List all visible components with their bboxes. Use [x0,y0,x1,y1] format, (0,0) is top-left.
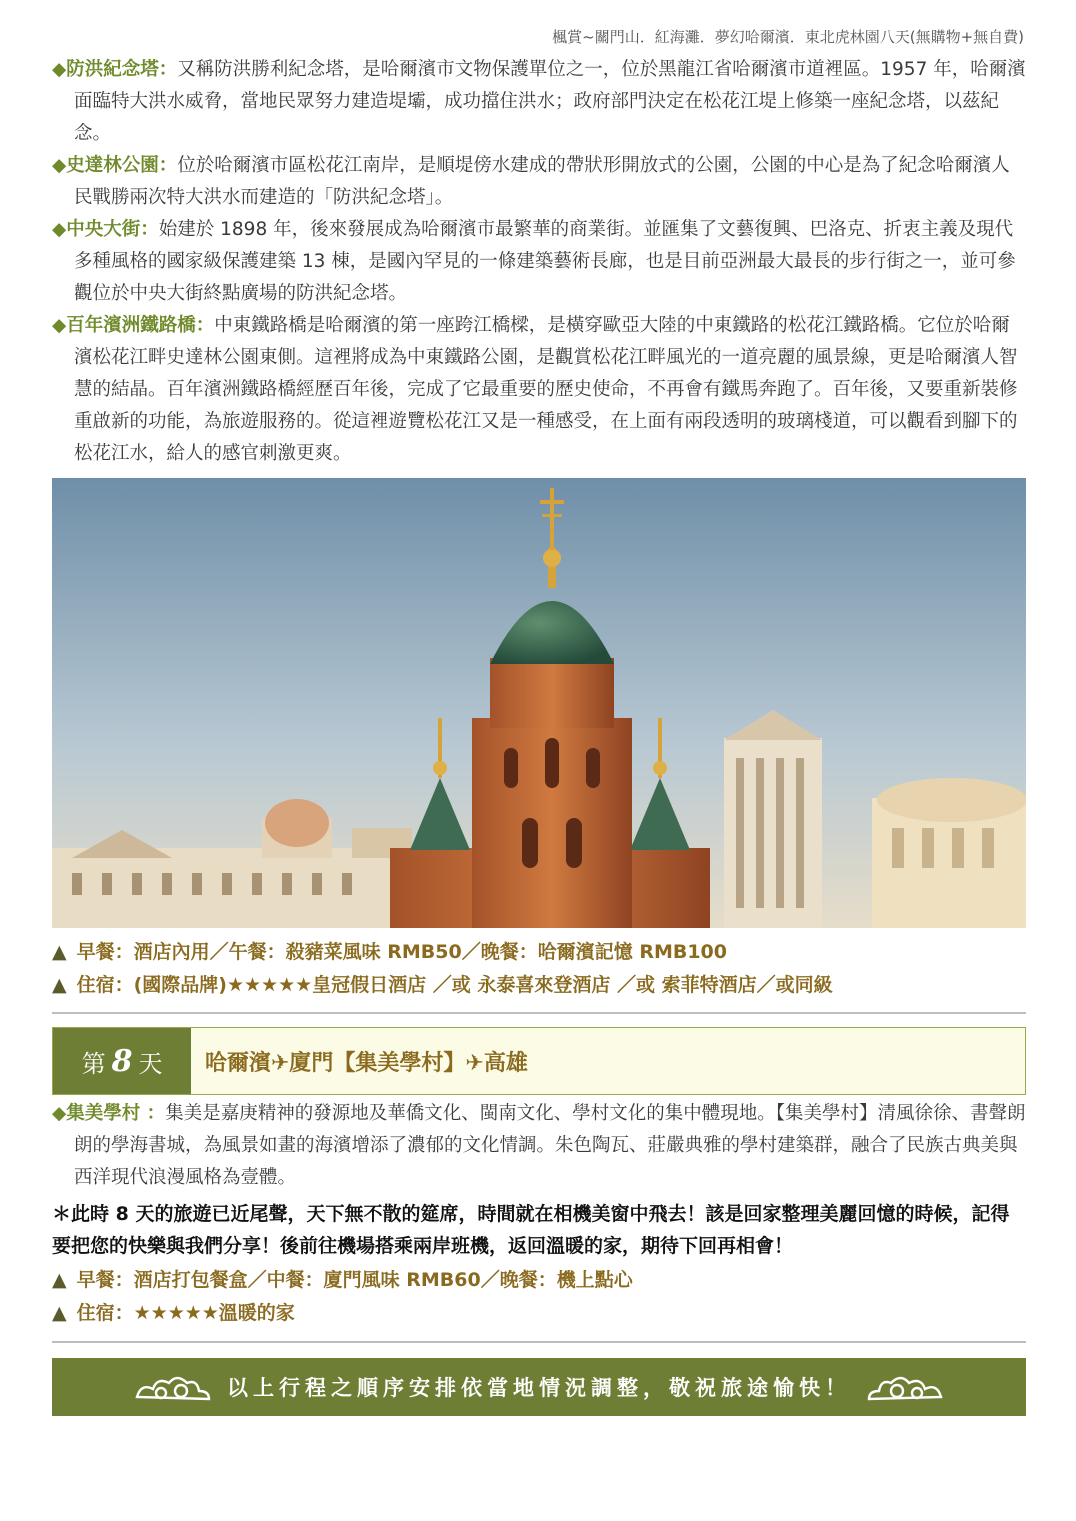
day7-meals-text: 早餐：酒店內用／午餐：殺豬菜風味 RMB50／晚餐：哈爾濱記憶 RMB100 [76,941,727,963]
tour-title-header: 楓賞~關門山．紅海灘．夢幻哈爾濱．東北虎林園八天(無購物+無自費) [552,28,1024,46]
attraction-text: 中東鐵路橋是哈爾濱的第一座跨江橋樑，是橫穿歐亞大陸的中東鐵路的松花江鐵路橋。它位於哈爾濱松花江畔史達林公園東側。這裡將成為中東鐵路公園，是觀賞松花江畔風光的一道亮麗的風景線，更是哈爾濱人智慧的結晶。百年濱洲鐵路橋經歷百年後，完成了它最重要的歷史使命，不再會有鐵馬奔跑了。百年後，又要重新裝修重啟新的功能，為旅遊服務的。從這裡遊覽松花江又是一種感受，在上面有兩段透明的玻璃棧道，可以觀看到腳下的松花江水，給人的感官刺激更爽。 [74,315,1018,464]
diamond-bullet-icon: ◆ [52,155,67,176]
attraction-item-flood-tower [52,54,1028,150]
day8-label [53,1028,191,1094]
attraction-text: 始建於 1898 年，後來發展成為哈爾濱市最繁華的商業街。並匯集了文藝復興、巴洛克、折衷主義及現代多種風格的國家級保護建築 13 棟，是國內罕見的一條建築藝術長廊，也是目前亞洲最大最長的步行街之一，並可參觀位於中央大街終點廣場的防洪紀念塔。 [74,219,1016,304]
diamond-bullet-icon: ◆ [52,1103,67,1124]
day8-hotel-text: 住宿：★★★★★溫暖的家 [76,1302,295,1324]
triangle-bullet-icon: ▲ [52,941,67,963]
triangle-bullet-icon: ▲ [52,1269,67,1291]
day8-route: 哈爾濱✈廈門【集美學村】✈高雄 [205,1050,528,1076]
attraction-title: 百年濱洲鐵路橋： [66,315,215,336]
day8-header [52,1027,1026,1095]
diamond-bullet-icon: ◆ [52,59,67,80]
day8-attraction-list [52,1098,1028,1194]
day8-meals-text: 早餐：酒店打包餐盒／中餐：廈門風味 RMB60／晚餐：機上點心 [76,1269,633,1291]
diamond-bullet-icon: ◆ [52,219,67,240]
day7-meals [52,937,727,964]
attraction-item-central-street [52,214,1028,310]
day7-hotel-text: 住宿：(國際品牌)★★★★★皇冠假日酒店 ／或 永泰喜來登酒店 ／或 索菲特酒店／或同級 [76,974,833,996]
attraction-item-railway-bridge [52,310,1028,470]
cathedral-photo [52,478,1026,928]
footer-banner [52,1358,1026,1416]
attraction-text: 又稱防洪勝利紀念塔，是哈爾濱市文物保護單位之一，位於黑龍江省哈爾濱市道裡區。1957 年，哈爾濱面臨特大洪水威脅，當地民眾努力建造堤壩，成功擋住洪水；政府部門決定在松花江堤上修築一座紀念塔，以茲紀念。 [74,59,1026,144]
day7-hotel [52,970,833,997]
day8-hotel [52,1298,295,1325]
footer-text: 以上行程之順序安排依當地情況調整，敬祝旅途愉快！ [227,1376,851,1400]
day-number: 8 [111,1043,133,1079]
day8-meals [52,1265,633,1292]
attraction-title: 防洪紀念塔： [66,59,178,80]
attraction-text: 集美是嘉庚精神的發源地及華僑文化、閩南文化、學村文化的集中體現地。【集美學村】清風徐徐、書聲朗朗的學海書城，為風景如畫的海濱增添了濃郁的文化情調。朱色陶瓦、莊嚴典雅的學村建築群，融合了民族古典美與西洋現代浪漫風格為壹體。 [74,1103,1026,1188]
attraction-title: 集美學村 ： [66,1103,166,1124]
attraction-text: 位於哈爾濱市區松花江南岸，是順堤傍水建成的帶狀形開放式的公園，公園的中心是為了紀念哈爾濱人民戰勝兩次特大洪水而建造的「防洪紀念塔」。 [74,155,1010,208]
day-suffix: 天 [138,1049,163,1078]
attraction-list [52,54,1028,470]
cloud-ornament-icon [865,1369,945,1405]
cloud-ornament-icon [133,1369,213,1405]
triangle-bullet-icon: ▲ [52,1302,67,1324]
triangle-bullet-icon: ▲ [52,974,67,996]
attraction-item-jimei [52,1098,1028,1194]
attraction-title: 中央大街： [66,219,159,240]
attraction-title: 史達林公園： [66,155,178,176]
day-prefix: 第 [81,1049,106,1078]
divider-line [52,1341,1026,1343]
diamond-bullet-icon: ◆ [52,315,67,336]
divider-line [52,1012,1026,1014]
attraction-item-stalin-park [52,150,1028,214]
closing-note: ＊此時 8 天的旅遊已近尾聲，天下無不散的筵席，時間就在相機美窗中飛去！該是回家整理美麗回憶的時候，記得要把您的快樂與我們分享！後前往機場搭乘兩岸班機，返回溫暖的家，期待下回再相會！ [52,1203,1010,1257]
